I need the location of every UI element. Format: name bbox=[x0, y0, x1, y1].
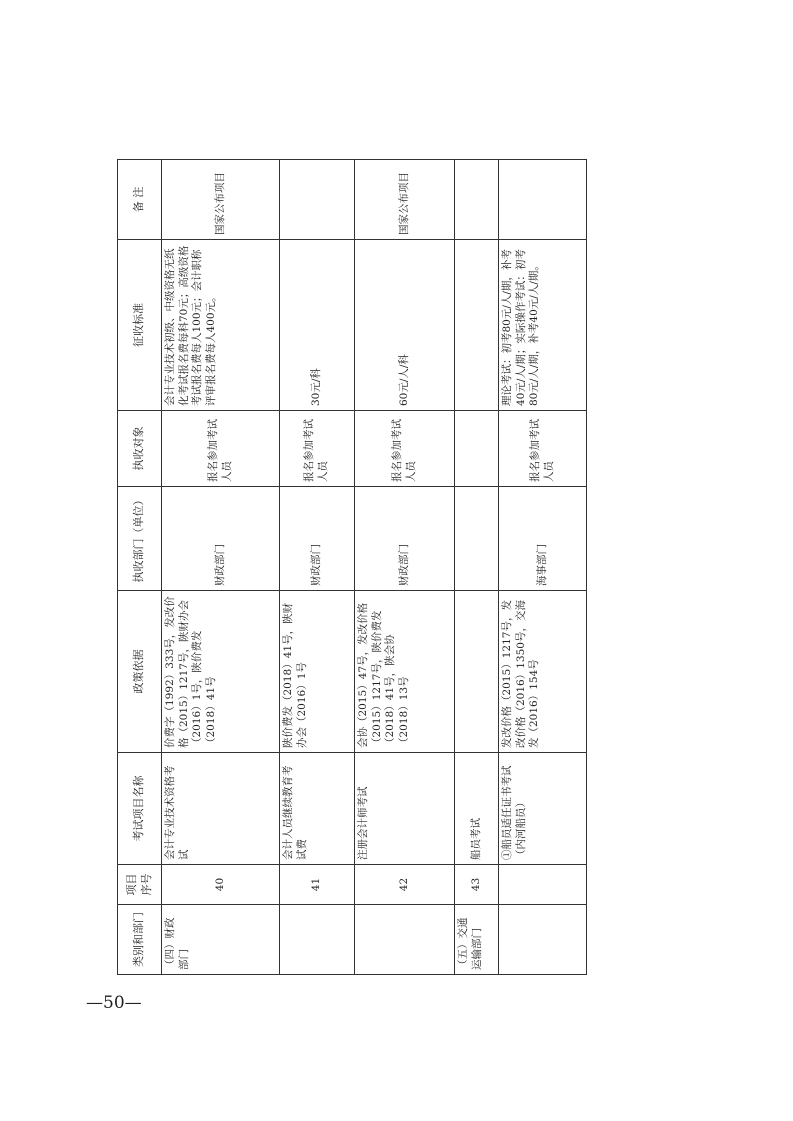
row-target: 报名参加考试人员 bbox=[355, 411, 455, 487]
header-standard: 征收标准 bbox=[118, 240, 162, 411]
category-finance: （四）财政部门 bbox=[162, 905, 280, 975]
row-seq: 42 bbox=[355, 865, 455, 905]
page-number: —50— bbox=[86, 993, 142, 1013]
row-standard: 会计专业技术初级、中级资格无纸化考试报名费每科70元；高级资格考试报名费每人100元；会计职称评审报名费每人400元。 bbox=[162, 240, 280, 411]
header-row bbox=[118, 160, 162, 975]
row-dept: 海事部门 bbox=[499, 487, 587, 591]
row-standard bbox=[455, 240, 499, 411]
row-policy bbox=[455, 591, 499, 753]
row-target bbox=[455, 411, 499, 487]
row-target: 报名参加考试人员 bbox=[280, 411, 355, 487]
header-dept: 执收部门（单位） bbox=[118, 487, 162, 591]
row-dept: 财政部门 bbox=[280, 487, 355, 591]
row-standard: 理论考试：初考80元/人/期，补考40元/人/期；实际操作考试：初考80元/人/期，补考40元/人/期。 bbox=[499, 240, 587, 411]
category-cell-empty bbox=[355, 905, 455, 975]
row-policy: 陕价费发（2018）41号，陕财办会（2016）1号 bbox=[280, 591, 355, 753]
row-exam-name: ①船员适任证书考试（内河船员） bbox=[499, 753, 587, 865]
table-row bbox=[499, 160, 587, 975]
table-row bbox=[455, 160, 499, 975]
row-remarks: 国家公布项目 bbox=[162, 160, 280, 240]
row-exam-name: 会计人员继续教育考试费 bbox=[280, 753, 355, 865]
row-dept: 财政部门 bbox=[355, 487, 455, 591]
category-transport: （五）交通运输部门 bbox=[455, 905, 499, 975]
exam-fee-table bbox=[117, 159, 587, 975]
header-policy: 政策依据 bbox=[118, 591, 162, 753]
row-remarks bbox=[280, 160, 355, 240]
table-row bbox=[280, 160, 355, 975]
row-standard: 30元/科 bbox=[280, 240, 355, 411]
row-seq bbox=[499, 865, 587, 905]
category-cell-empty bbox=[499, 905, 587, 975]
row-standard: 60元/人/科 bbox=[355, 240, 455, 411]
row-target: 报名参加考试人员 bbox=[162, 411, 280, 487]
row-exam-name: 船员考试 bbox=[455, 753, 499, 865]
row-seq: 41 bbox=[280, 865, 355, 905]
row-remarks: 国家公布项目 bbox=[355, 160, 455, 240]
header-seq: 项目序号 bbox=[118, 865, 162, 905]
row-remarks bbox=[499, 160, 587, 240]
row-target: 报名参加考试人员 bbox=[499, 411, 587, 487]
row-dept bbox=[455, 487, 499, 591]
header-category: 类别和部门 bbox=[118, 905, 162, 975]
row-dept: 财政部门 bbox=[162, 487, 280, 591]
row-policy: 价费字（1992）333号，发改价格（2015）1217号，陕财办会（2016）1号，陕价费发（2018）41号 bbox=[162, 591, 280, 753]
row-exam-name: 注册会计师考试 bbox=[355, 753, 455, 865]
row-policy: 发改价格（2015）1217号，发改价格（2016）1350号，交海发（2016）154号 bbox=[499, 591, 587, 753]
category-cell-empty bbox=[280, 905, 355, 975]
header-target: 执收对象 bbox=[118, 411, 162, 487]
header-remarks: 备 注 bbox=[118, 160, 162, 240]
row-remarks bbox=[455, 160, 499, 240]
table-row bbox=[162, 160, 280, 975]
row-exam-name: 会计专业技术资格考试 bbox=[162, 753, 280, 865]
row-policy: 会协（2015）47号，发改价格（2015）1217号，陕价费发（2018）41号，陕会协（2018）13号 bbox=[355, 591, 455, 753]
table-row bbox=[355, 160, 455, 975]
header-exam-name: 考试项目名称 bbox=[118, 753, 162, 865]
row-seq: 40 bbox=[162, 865, 280, 905]
fee-table-rotated bbox=[117, 160, 586, 975]
row-seq: 43 bbox=[455, 865, 499, 905]
